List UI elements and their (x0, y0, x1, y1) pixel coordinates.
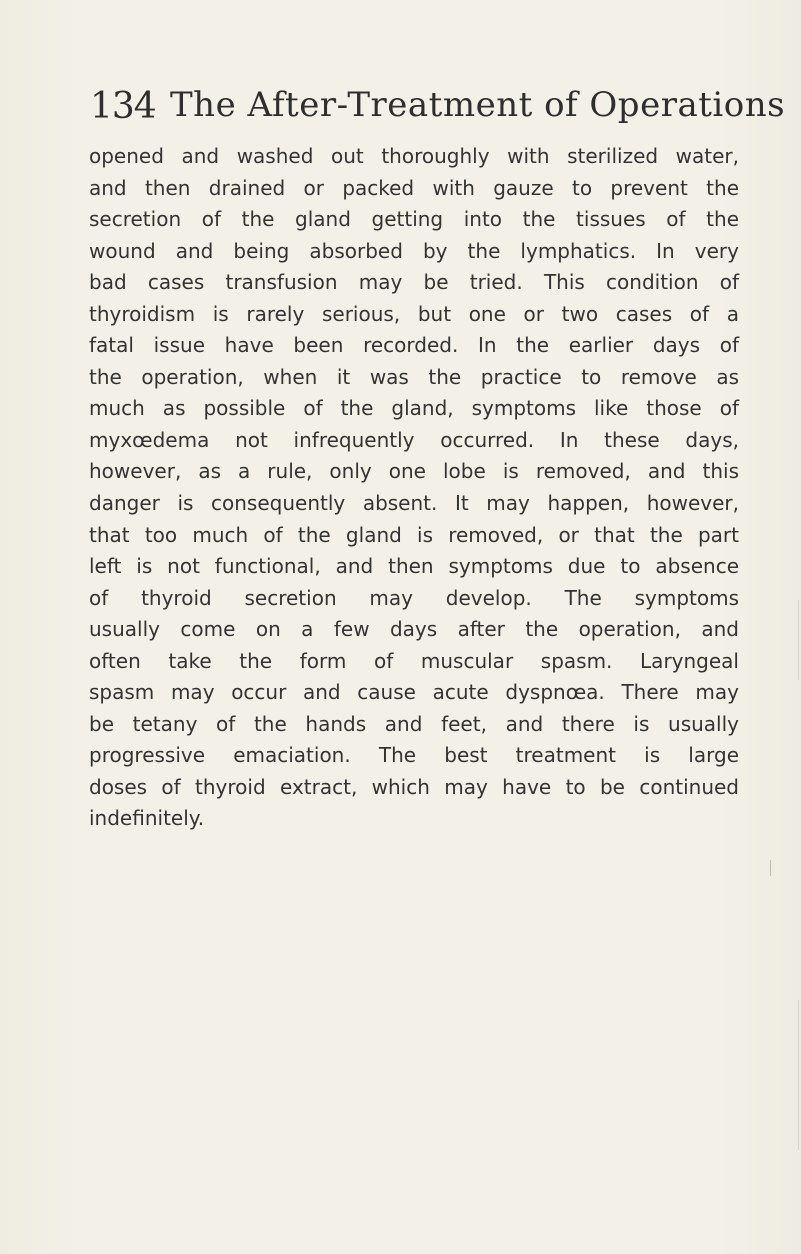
text-line: of thyroid secretion may develop. The symptoms (89, 585, 739, 610)
text-line: much as possible of the gland, symptoms like those of (89, 396, 739, 421)
text-line: be tetany of the hands and feet, and there is usually (89, 711, 739, 736)
text-line: danger is consequently absent. It may happen, however, (89, 491, 739, 516)
text-line: thyroidism is rarely serious, but one or two cases of a (89, 301, 739, 326)
text-line: however, as a rule, only one lobe is removed, and this (89, 459, 739, 484)
text-line: usually come on a few days after the operation, and (89, 617, 739, 642)
paper-speck (798, 1000, 799, 1150)
text-line: spasm may occur and cause acute dyspnœa. There may (89, 680, 739, 705)
text-line: doses of thyroid extract, which may have to be continued (89, 774, 739, 799)
text-line: left is not functional, and then symptoms due to absence (89, 554, 739, 579)
text-line: fatal issue have been recorded. In the earlier days of (89, 333, 739, 358)
page-header (90, 82, 786, 132)
text-line: bad cases transfusion may be tried. This condition of (89, 270, 739, 295)
text-line: that too much of the gland is removed, or that the part (89, 522, 739, 547)
text-line: progressive emaciation. The best treatment is large (89, 743, 739, 768)
paper-speck (770, 860, 771, 876)
text-line: and then drained or packed with gauze to prevent the (89, 175, 739, 200)
text-line: myxœdema not infrequently occurred. In these days, (89, 427, 739, 452)
text-line: often take the form of muscular spasm. Laryngeal (89, 648, 739, 673)
body-paragraph (89, 141, 739, 835)
paper-speck (798, 600, 799, 680)
text-line: secretion of the gland getting into the tissues of the (89, 207, 739, 232)
text-line: opened and washed out thoroughly with sterilized water, (89, 144, 739, 168)
text-line: indefinitely. (89, 806, 205, 831)
page-number: 134 (90, 86, 156, 127)
text-line: the operation, when it was the practice to remove as (89, 364, 739, 389)
text-line: wound and being absorbed by the lymphatics. In very (89, 238, 739, 263)
running-title: The After-Treatment of Operations (170, 85, 786, 125)
